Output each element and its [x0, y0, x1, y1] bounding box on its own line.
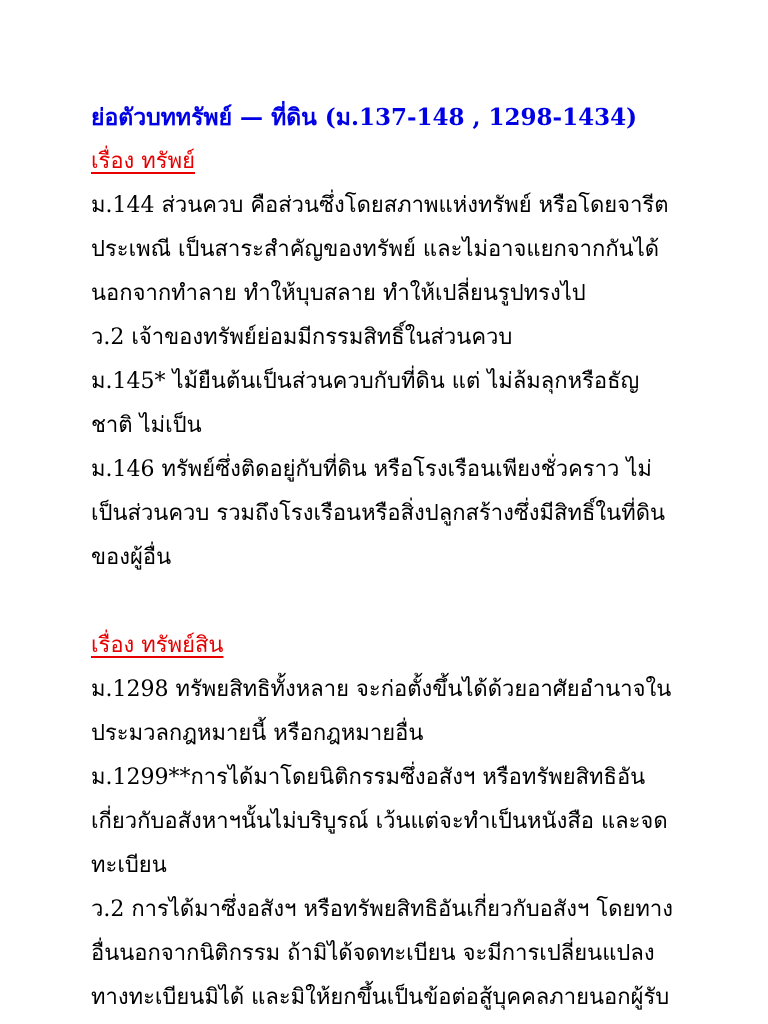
- section-spacer: [91, 580, 711, 624]
- body-line: ม.144 ส่วนควบ คือส่วนซึ่งโดยสภาพแห่งทรัพย์ หรือโดยจารีต: [91, 193, 669, 218]
- body-line: อื่นนอกจากนิติกรรม ถ้ามิได้จดทะเบียน จะมีการเปลี่ยนแปลง: [91, 941, 655, 966]
- body-line: เกี่ยวกับอสังหาฯนั้นไม่บริบูรณ์ เว้นแต่จะทำเป็นหนังสือ และจด: [91, 809, 668, 834]
- body-line: เป็นส่วนควบ รวมถึงโรงเรือนหรือสิ่งปลูกสร้างซึ่งมีสิทธิ์ในที่ดิน: [91, 501, 666, 526]
- section-heading-assets: เรื่อง ทรัพย์สิน: [91, 633, 224, 658]
- body-line: ประเพณี เป็นสาระสำคัญของทรัพย์ และไม่อาจแยกจากกันได้: [91, 237, 660, 262]
- body-line: ม.146 ทรัพย์ซึ่งติดอยู่กับที่ดิน หรือโรงเรือนเพียงชั่วคราว ไม่: [91, 457, 652, 482]
- document-body: [91, 96, 711, 1020]
- body-line: ประมวลกฎหมายนี้ หรือกฎหมายอื่น: [91, 721, 424, 746]
- body-line: นอกจากทำลาย ทำให้บุบสลาย ทำให้เปลี่ยนรูปทรงไป: [91, 281, 586, 306]
- body-line: ของผู้อื่น: [91, 545, 172, 570]
- body-line: ทะเบียน: [91, 853, 167, 878]
- body-line: ม.1298 ทรัพยสิทธิทั้งหลาย จะก่อตั้งขึ้นได้ด้วยอาศัยอำนาจใน: [91, 677, 672, 702]
- body-line: ชาติ ไม่เป็น: [91, 413, 202, 438]
- document-title: ย่อตัวบททรัพย์ — ที่ดิน (ม.137-148 , 1298-1434): [91, 104, 637, 131]
- section-heading-property: เรื่อง ทรัพย์: [91, 149, 195, 174]
- body-line: ว.2 การได้มาซึ่งอสังฯ หรือทรัพยสิทธิอันเกี่ยวกับอสังฯ โดยทาง: [91, 897, 673, 922]
- body-line: ม.1299**การได้มาโดยนิติกรรมซึ่งอสังฯ หรือทรัพยสิทธิอัน: [91, 765, 646, 790]
- body-line: ว.2 เจ้าของทรัพย์ย่อมมีกรรมสิทธิ์ในส่วนควบ: [91, 325, 513, 350]
- body-line: ม.145* ไม้ยืนต้นเป็นส่วนควบกับที่ดิน แต่ ไม่ล้มลุกหรือธัญ: [91, 369, 640, 394]
- body-line: ทางทะเบียนมิได้ และมิให้ยกขึ้นเป็นข้อต่อสู้บุคคลภายนอกผู้รับ: [91, 985, 670, 1010]
